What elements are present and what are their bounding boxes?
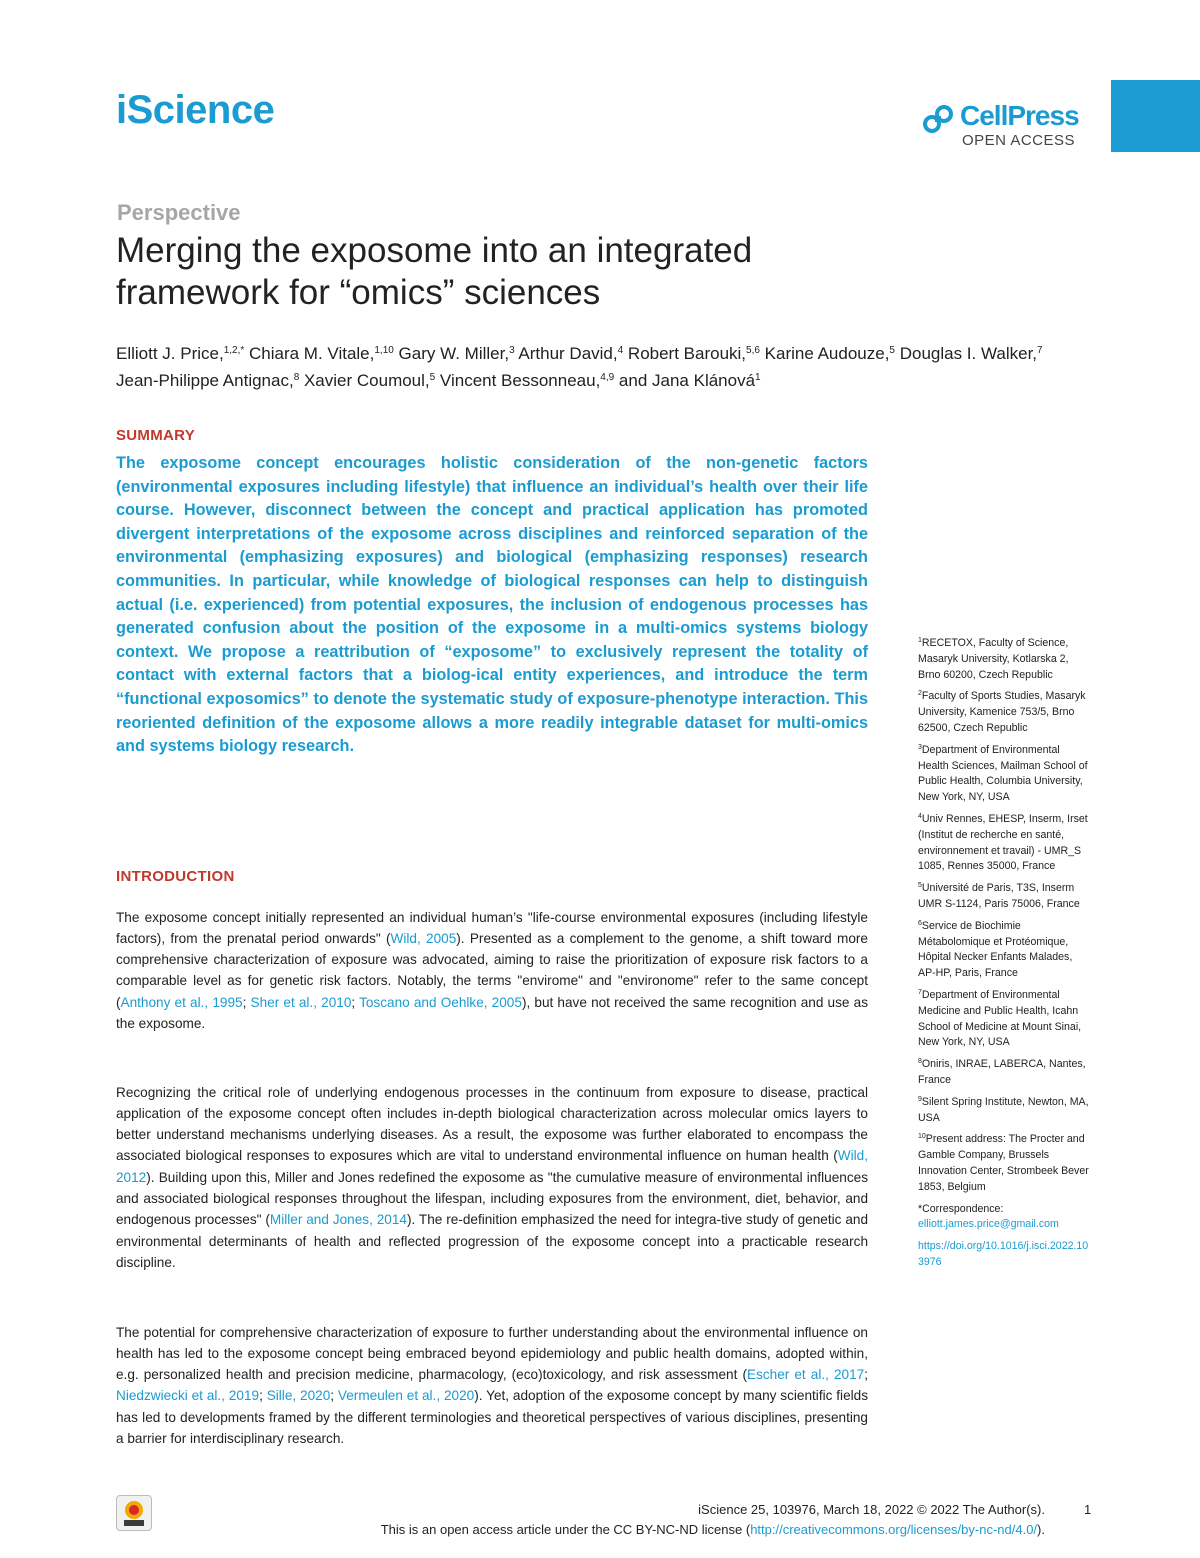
author-name: Vincent Bessonneau,: [435, 371, 601, 390]
doi-block: [918, 1239, 1090, 1271]
updates-badge-icon: [117, 1496, 151, 1530]
correspondence-email-link[interactable]: elliott.james.price@gmail.com: [918, 1218, 1059, 1231]
affiliation-number: 2: [918, 690, 922, 698]
affiliation-item: [918, 636, 1090, 683]
journal-logo: iScience: [116, 88, 275, 132]
author-name: Robert Barouki,: [623, 344, 747, 363]
affiliation-text: Université de Paris, T3S, Inserm UMR S-1124, Paris 75006, France: [918, 882, 1080, 910]
affiliation-item: [918, 1057, 1090, 1089]
affiliation-number: 5: [918, 882, 922, 890]
citation-link[interactable]: Escher et al., 2017: [746, 1367, 865, 1383]
intro-paragraph: Recognizing the critical role of underlying endogenous processes in the continuum from exposure to disease, practical application of the exposome concept often includes in-depth biological characterization across molecular omics layers to better understand mechanisms underlying diseases. As a result, the exposome was further elaborated to encompass the associated biological responses to exposures which are vital to understand environmental influence on human health (Wild, 2012). Building upon this, Miller and Jones redefined the exposome as "the cumulative measure of environmental influences and associated biological responses throughout the lifespan, including exposures from the environment, diet, behavior, and endogenous processes" (Miller and Jones, 2014). The re-definition emphasized the need for integra-tive study of genetic and environmental determinants of health and reflected progression of the exposome concept into a practicable research discipline.: [116, 1084, 869, 1270]
author-name: Arthur David,: [514, 344, 618, 363]
affiliation-item: [918, 919, 1090, 982]
intro-paragraph: The potential for comprehensive characterization of exposure to further understanding about the environmental influence on health has led to the exposome concept being embraced beyond epidemiology and public health domains, adopted within, e.g. personalized health and precision medicine, pharmacology, (eco)toxicology, and risk assessment (Escher et al., 2017; Niedzwiecki et al., 2019; Sille, 2020; Vermeulen et al., 2020). Yet, adoption of the exposome concept by many scientific fields has led to developments framed by the different terminologies and theoretical perspectives of various disciplines, presenting a barrier for interdisciplinary research.: [116, 1324, 869, 1447]
license-prefix: This is an open access article under the CC BY-NC-ND license (: [380, 1522, 751, 1537]
affiliation-number: 6: [918, 919, 922, 927]
author-affiliation-marker: 5: [889, 345, 895, 356]
author-name: Gary W. Miller,: [393, 344, 510, 363]
citation-link[interactable]: Toscano and Oehlke, 2005: [359, 994, 522, 1010]
affiliation-text: Department of Environmental Health Sciences, Mailman School of Public Health, Columbia University, New York, NY, USA: [918, 743, 1088, 804]
affiliation-item: [918, 743, 1090, 806]
affiliation-text: Silent Spring Institute, Newton, MA, USA: [918, 1095, 1089, 1124]
author-affiliation-marker: 5: [429, 372, 436, 383]
author-name: Elliott J. Price,: [116, 344, 224, 363]
citation-link[interactable]: Wild, 2012: [116, 1148, 868, 1185]
author-affiliation-marker: 1,10: [374, 345, 394, 356]
affiliation-text: Service de Biochimie Métabolomique et Protéomique, Hôpital Necker Enfants Malades, AP-HP, Paris, France: [918, 919, 1073, 980]
affiliation-text: Department of Environmental Medicine and Public Health, Icahn School of Medicine at Mount Sinai, New York, NY, USA: [918, 988, 1082, 1049]
author-affiliation-marker: 7: [1037, 345, 1043, 356]
correspondence-block: [918, 1202, 1090, 1234]
check-for-updates-icon[interactable]: [116, 1495, 152, 1531]
open-access-label: OPEN ACCESS: [962, 132, 1076, 149]
affiliation-item: [918, 881, 1090, 913]
affiliation-item: [918, 812, 1090, 875]
affiliation-text: Oniris, INRAE, LABERCA, Nantes, France: [918, 1058, 1086, 1086]
license-suffix: ).: [1037, 1522, 1045, 1537]
author-name: Xavier Coumoul,: [299, 371, 430, 390]
header-accent-tab: [1111, 80, 1200, 152]
citation-link[interactable]: Vermeulen et al., 2020: [337, 1388, 475, 1404]
article-type: Perspective: [117, 200, 241, 225]
affiliation-text: Present address: The Procter and Gamble Company, Brussels Innovation Center, Strombeek Bever 1853, Belgium: [918, 1133, 1089, 1193]
affiliation-number: 4: [918, 812, 922, 820]
citation-link[interactable]: Wild, 2005: [390, 930, 457, 946]
author-name: Jean-Philippe Antignac,: [116, 371, 294, 390]
affiliation-text: RECETOX, Faculty of Science, Masaryk University, Kotlarska 2, Brno 60200, Czech Republic: [918, 637, 1069, 681]
author-name: Karine Audouze,: [759, 344, 890, 363]
affiliation-text: Faculty of Sports Studies, Masaryk University, Kamenice 753/5, Brno 62500, Czech Republic: [918, 690, 1086, 734]
affiliation-text: Univ Rennes, EHESP, Inserm, Irset (Institut de recherche en santé, environnement et travail) - UMR_S 1085, Rennes 35000, France: [918, 812, 1088, 873]
author-name: Chiara M. Vitale,: [244, 344, 375, 363]
correspondence-label: *Correspondence:: [918, 1202, 1004, 1215]
author-affiliation-marker: 1,2,*: [223, 345, 245, 356]
author-affiliation-marker: 3: [509, 345, 515, 356]
citation-link[interactable]: Sher et al., 2010: [250, 994, 352, 1010]
license-line: [200, 1522, 1045, 1537]
affiliation-item: [918, 1132, 1090, 1195]
summary-heading: SUMMARY: [116, 427, 196, 444]
cellpress-mark-icon: [922, 104, 956, 134]
citation-link[interactable]: Anthony et al., 1995: [120, 994, 243, 1010]
introduction-heading: INTRODUCTION: [116, 868, 235, 885]
affiliations-column: [918, 636, 1090, 1277]
affiliation-number: 9: [918, 1095, 922, 1103]
affiliation-item: [918, 988, 1090, 1051]
author-affiliation-marker: 1: [755, 372, 761, 383]
author-name: Douglas I. Walker,: [894, 344, 1038, 363]
citation-link[interactable]: Niedzwiecki et al., 2019: [116, 1388, 260, 1404]
doi-link[interactable]: https://doi.org/10.1016/j.isci.2022.103976: [918, 1240, 1089, 1268]
author-affiliation-marker: 4: [617, 345, 624, 356]
affiliation-list: [918, 636, 1090, 1196]
citation-link[interactable]: Miller and Jones, 2014: [269, 1212, 407, 1228]
affiliation-number: 3: [918, 743, 922, 751]
license-link[interactable]: http://creativecommons.org/licenses/by-nc-nd/4.0/: [750, 1522, 1038, 1537]
publisher-name: CellPress: [960, 100, 1079, 131]
author-list: [116, 340, 1076, 394]
author-affiliation-marker: 4,9: [600, 372, 615, 383]
author-affiliation-marker: 5,6: [746, 345, 760, 356]
summary-text: The exposome concept encourages holistic consideration of the non-genetic factors (environmental exposures including lifestyle) that influence an individual’s health over their life course. However, disconnect between the concept and practical application has promoted divergent interpretations of the exposome across disciplines and reinforced separation of the environmental (emphasizing exposures) and biological (emphasizing responses) research communities. In particular, while knowledge of biological responses can help to distinguish actual (i.e. experienced) from potential exposures, the inclusion of endogenous processes has generated confusion about the position of the exposome in a multi-omics systems biology context. We propose a reattribution of “exposome” to exclusively represent the totality of contact with external factors that a biolog-ical entity experiences, and introduce the term “functional exposomics” to denote the systematic study of exposure-phenotype interaction. This reoriented definition of the exposome allows a more readily integrable dataset for multi-omics and systems biology research.: [116, 454, 868, 756]
citation-link[interactable]: Sille, 2020: [266, 1388, 331, 1404]
author-name: and Jana Klánová: [614, 371, 756, 390]
affiliation-item: [918, 689, 1090, 736]
article-title: Merging the exposome into an integrated framework for “omics” sciences: [116, 231, 753, 312]
affiliation-number: 1: [918, 637, 922, 644]
affiliation-item: [918, 1095, 1090, 1127]
footer-citation: iScience 25, 103976, March 18, 2022 © 2022 The Author(s).: [698, 1502, 1045, 1517]
affiliation-number: 7: [918, 988, 922, 996]
cellpress-logo: [918, 98, 1088, 158]
intro-paragraph: The exposome concept initially represented an individual human’s "life-course environmental exposures (including lifestyle factors), from the prenatal period onwards" (Wild, 2005). Presented as a complement to the genome, a shift toward more comprehensive characterization of exposure was advocated, aiming to raise the prioritization of exposure risk factors to a comparable level as for genetic risk factors. Notably, the terms "envirome" and "environome" refer to the same concept (Anthony et al., 1995; Sher et al., 2010; Toscano and Oehlke, 2005), but have not received the same recognition and use as the exposome.: [116, 909, 868, 1032]
affiliation-number: 8: [918, 1058, 922, 1066]
affiliation-number: 10: [918, 1133, 926, 1141]
page-number: 1: [1084, 1502, 1092, 1517]
author-affiliation-marker: 8: [293, 372, 300, 383]
